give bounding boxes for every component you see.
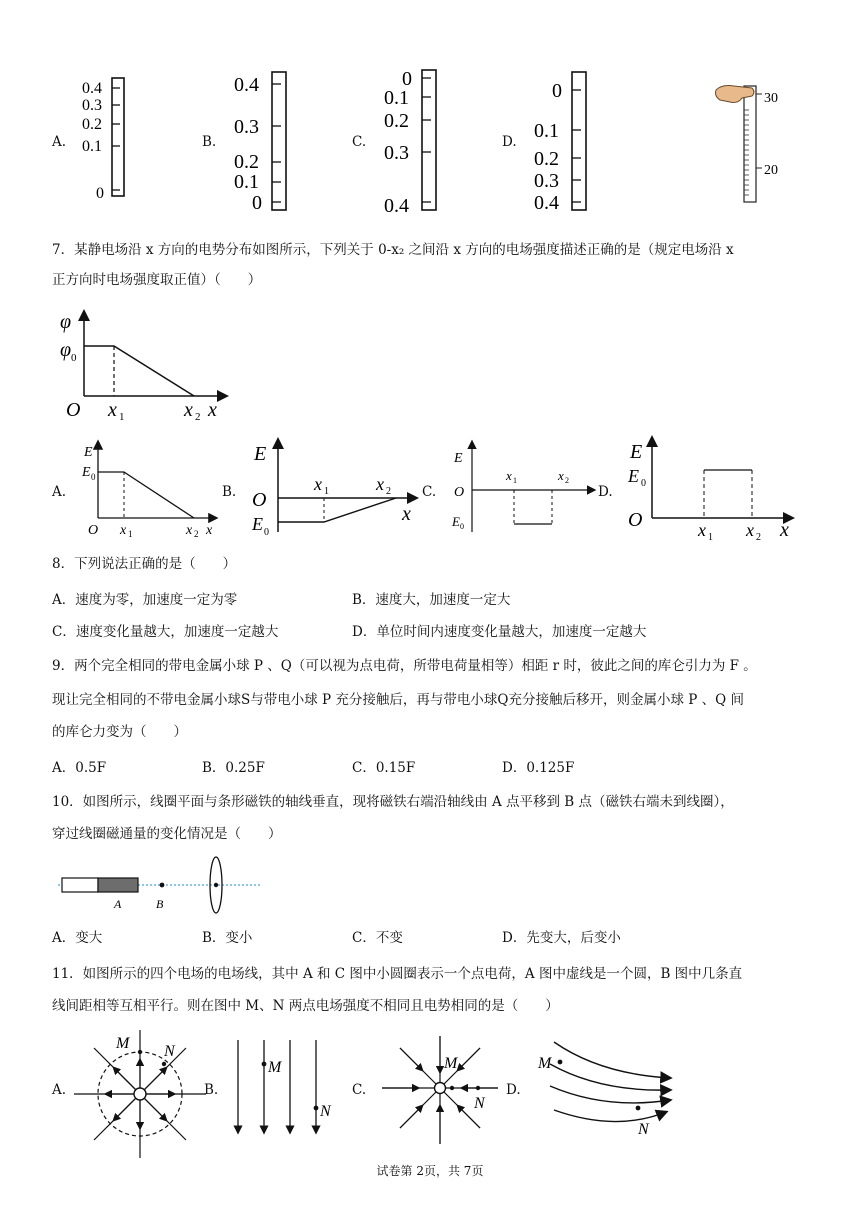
q7-stem-line1: 7．某静电场沿 x 方向的电势分布如图所示，下列关于 0-x₂ 之间沿 x 方向的电场强度描述正确的是（规定电场沿 x [52, 242, 734, 258]
q7-option-d-letter: D. [598, 484, 613, 500]
q7-potential-graph [56, 306, 236, 426]
x-axis-label: x [208, 399, 217, 421]
q7-graph-d [622, 432, 802, 544]
c-e0-sub: 0 [460, 522, 464, 531]
d-n-label: N [638, 1121, 649, 1138]
q6-ruler-b [230, 68, 300, 216]
b-x2-sub: 2 [386, 486, 391, 497]
q10-stem-line1: 10．如图所示，线圈平面与条形磁铁的轴线垂直，现将磁铁右端沿轴线由 A 点平移到 B 点（磁铁右端未到线圈）， [52, 794, 734, 810]
q6-c-tick-4: 0.4 [384, 195, 409, 216]
q6-d-tick-3: 0.3 [534, 170, 559, 192]
bar-magnet-left [62, 878, 98, 892]
q9-option-d: D．0.125F [502, 760, 575, 776]
q6-d-tick-2: 0.2 [534, 148, 559, 170]
q6-b-tick-0: 0.4 [234, 74, 259, 96]
phi0-subscript: 0 [71, 352, 77, 364]
q11-field-b [226, 1036, 336, 1140]
q10-magnet-coil-figure [56, 852, 266, 920]
q6-option-c-letter: C. [352, 134, 367, 150]
d-x: x [780, 519, 789, 541]
a-m-label: M [116, 1035, 130, 1052]
q6-ruler-a [76, 74, 136, 204]
q10-option-d: D．先变大，后变小 [502, 930, 621, 946]
c-origin: O [454, 485, 465, 500]
q9-option-a: A．0.5F [52, 760, 107, 776]
origin-label: O [66, 399, 81, 421]
q6-d-tick-0: 0 [552, 80, 562, 102]
c-e-label: E [454, 451, 463, 466]
q6-c-tick-2: 0.2 [384, 110, 409, 132]
point-b-label: B [156, 897, 164, 911]
b-x2: x [376, 474, 384, 494]
q11-field-a [74, 1030, 210, 1160]
x1-label: x [108, 399, 117, 421]
a-x2: x [186, 523, 193, 538]
b-e0-label: E [252, 514, 263, 534]
q6-ruler-hand-figure [712, 80, 792, 206]
q6-c-tick-3: 0.3 [384, 142, 409, 164]
a-origin: O [88, 523, 99, 538]
q6-d-tick-4: 0.4 [534, 192, 559, 214]
a-x1: x [120, 523, 127, 538]
a-e-label: E [84, 445, 93, 460]
q6-a-tick-1: 0.3 [82, 97, 102, 114]
q7-graph-c [448, 438, 598, 534]
b-n-label: N [320, 1103, 331, 1120]
q8-option-b: B．速度大，加速度一定大 [352, 592, 511, 608]
ruler-label-30: 30 [764, 91, 778, 106]
d-m-label: M [538, 1055, 552, 1072]
b-x1: x [314, 474, 322, 494]
q9-stem-line3: 的库仑力变为（ ） [52, 724, 187, 740]
c-e0-label: E [452, 514, 460, 529]
phi-axis-label: φ [60, 311, 72, 333]
q6-a-tick-2: 0.2 [82, 116, 102, 133]
d-x2: x [746, 520, 754, 540]
q6-ruler-c [380, 64, 450, 216]
q6-a-tick-3: 0.1 [82, 138, 102, 155]
a-e0-sub: 0 [91, 472, 96, 482]
b-x1-sub: 1 [324, 486, 329, 497]
x2-label: x [184, 399, 193, 421]
q7-stem-line2: 正方向时电场强度取正值）（ ） [52, 272, 262, 288]
b-origin: O [252, 489, 267, 511]
a-x1-sub: 1 [128, 529, 133, 539]
a-x2-sub: 2 [194, 529, 199, 539]
b-e0-sub: 0 [264, 527, 269, 538]
q11-field-d [530, 1034, 680, 1146]
q11-stem-line1: 11．如图所示的四个电场的电场线，其中 A 和 C 图中小圆圈表示一个点电荷，A 图中虚线是一个圆，B 图中几条直 [52, 966, 743, 982]
q7-option-a-letter: A. [52, 484, 67, 500]
a-x: x [206, 523, 213, 538]
q11-stem-line2: 线间距相等互相平行。则在图中 M、N 两点电场强度不相同且电势相同的是（ ） [52, 998, 559, 1014]
q10-option-c: C．不变 [352, 930, 403, 946]
q6-b-tick-3: 0.1 [234, 171, 259, 193]
q6-d-tick-1: 0.1 [534, 120, 559, 142]
phi0-label: φ [60, 339, 72, 361]
q8-stem: 8．下列说法正确的是（ ） [52, 556, 237, 572]
q8-option-c: C．速度变化量越大，加速度一定越大 [52, 624, 279, 640]
q6-option-b-letter: B. [202, 134, 217, 150]
q6-b-tick-4: 0 [252, 192, 262, 214]
bar-magnet-right [98, 878, 138, 892]
c-x1: x [506, 468, 512, 483]
ruler-label-20: 20 [764, 163, 778, 178]
x1-subscript: 1 [119, 411, 125, 423]
d-x1: x [698, 520, 706, 540]
q11-field-c [378, 1032, 508, 1150]
q7-option-c-letter: C. [422, 484, 437, 500]
c-x2: x [558, 468, 564, 483]
q9-stem-line1: 9．两个完全相同的带电金属小球 P 、Q（可以视为点电荷，所带电荷量相等）相距 r 时，彼此之间的库仑引力为 F 。 [52, 658, 757, 674]
q6-c-tick-0: 0 [402, 68, 412, 90]
q9-option-b: B．0.25F [202, 760, 265, 776]
c-n-label: N [474, 1095, 485, 1112]
c-x1-sub: 1 [513, 476, 517, 485]
q11-option-d-letter: D. [506, 1082, 521, 1098]
q9-stem-line2: 现让完全相同的不带电金属小球S与带电小球 P 充分接触后，再与带电小球Q充分接触后移开，则金属小球 P 、Q 间 [52, 692, 745, 708]
point-a-label: A [114, 897, 122, 911]
d-e-label: E [630, 441, 643, 463]
d-e0-label: E [628, 466, 639, 486]
q11-option-b-letter: B. [204, 1082, 219, 1098]
b-x: x [402, 503, 411, 525]
q6-option-a-letter: A. [52, 134, 67, 150]
q11-option-c-letter: C. [352, 1082, 367, 1098]
q10-option-a: A．变大 [52, 930, 103, 946]
page-footer: 试卷第 2页，共 7页 [376, 1164, 484, 1178]
q7-graph-a [76, 436, 222, 540]
q6-b-tick-1: 0.3 [234, 116, 259, 138]
q9-option-c: C．0.15F [352, 760, 416, 776]
q7-option-b-letter: B. [222, 484, 237, 500]
d-origin: O [628, 509, 643, 531]
d-x2-sub: 2 [756, 532, 761, 543]
c-x2-sub: 2 [565, 476, 569, 485]
a-e0-label: E [82, 465, 91, 480]
q6-option-d-letter: D. [502, 134, 517, 150]
q6-a-tick-0: 0.4 [82, 80, 102, 97]
q6-c-tick-1: 0.1 [384, 87, 409, 109]
q7-graph-b [248, 434, 424, 544]
q6-a-tick-4: 0 [96, 185, 104, 202]
q10-stem-line2: 穿过线圈磁通量的变化情况是（ ） [52, 826, 282, 842]
q8-option-d: D．单位时间内速度变化量越大，加速度一定越大 [352, 624, 647, 640]
a-n-label: N [164, 1043, 175, 1060]
q8-option-a: A．速度为零，加速度一定为零 [52, 592, 238, 608]
b-m-label: M [268, 1059, 282, 1076]
x2-subscript: 2 [195, 411, 201, 423]
d-e0-sub: 0 [641, 478, 646, 489]
d-x1-sub: 1 [708, 532, 713, 543]
q6-b-tick-2: 0.2 [234, 151, 259, 173]
q6-ruler-d [530, 68, 600, 214]
q10-option-b: B．变小 [202, 930, 253, 946]
c-m-label: M [444, 1055, 458, 1072]
q11-option-a-letter: A. [52, 1082, 67, 1098]
b-e-label: E [254, 443, 267, 465]
